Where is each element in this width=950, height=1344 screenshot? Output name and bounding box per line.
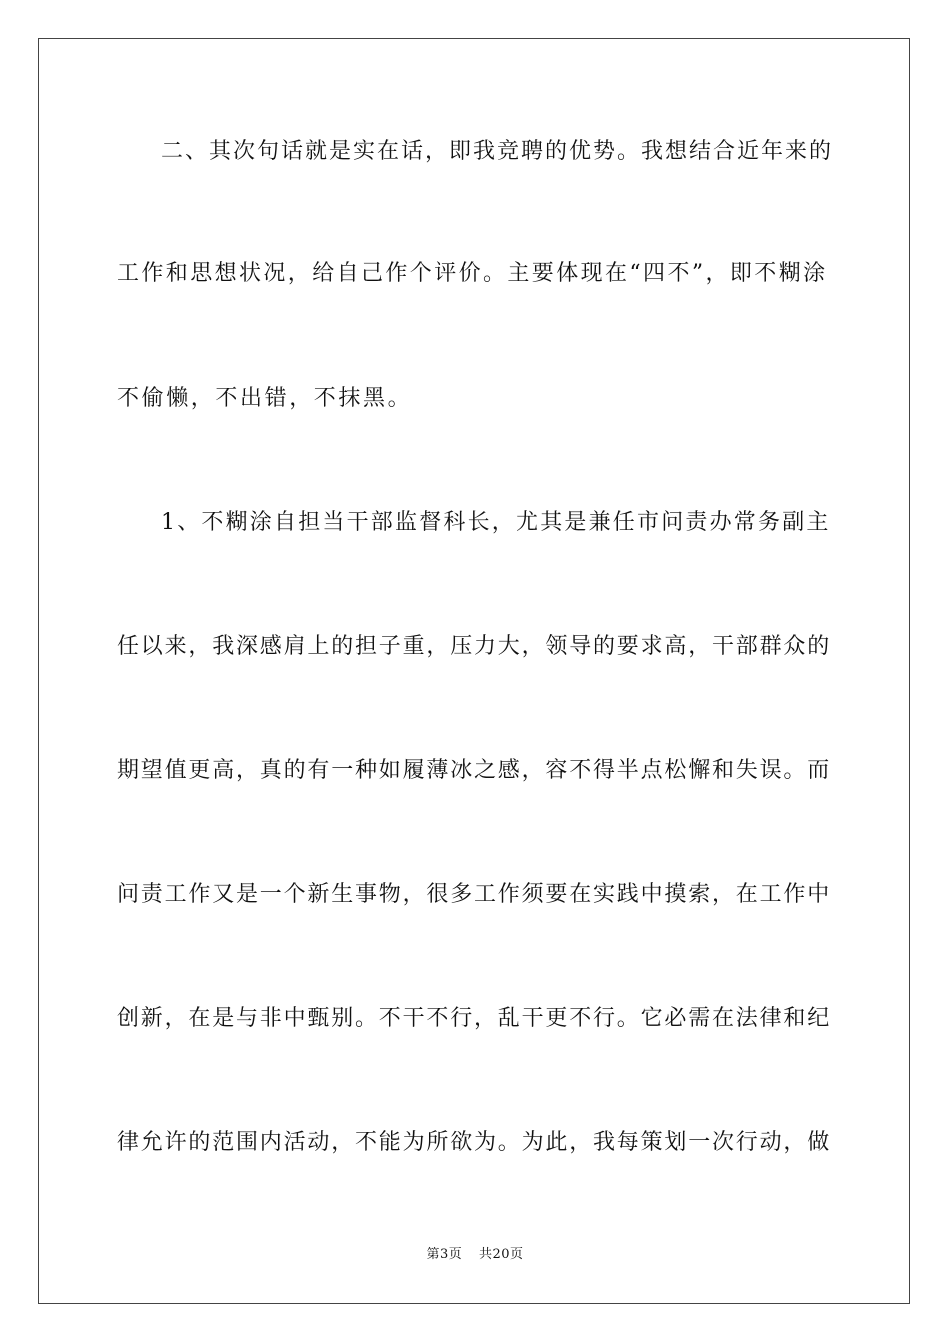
paragraph-line-7: 问责工作又是一个新生事物，很多工作须要在实践中摸索，在工作中 — [117, 882, 832, 907]
paragraph-line-2: 工作和思想状况，给自己作个评价。主要体现在“四不”，即不糊涂 — [117, 261, 828, 286]
paragraph-line-9: 律允许的范围内活动，不能为所欲为。为此，我每策划一次行动，做 — [117, 1130, 832, 1155]
paragraph-line-4: 1、不糊涂自担当干部监督科长，尤其是兼任市问责办常务副主 — [161, 510, 831, 535]
page-number: 第3页 — [426, 1247, 463, 1262]
paragraph-line-5: 任以来，我深感肩上的担子重，压力大，领导的要求高，干部群众的 — [117, 634, 832, 659]
paragraph-line-1: 二、其次句话就是实在话，即我竞聘的优势。我想结合近年来的 — [161, 139, 834, 164]
page-border — [38, 38, 910, 1304]
paragraph-line-3: 不偷懒，不出错，不抹黑。 — [117, 386, 413, 411]
total-pages: 共20页 — [478, 1247, 524, 1262]
page-footer — [0, 1246, 950, 1264]
paragraph-line-6: 期望值更高，真的有一种如履薄冰之感，容不得半点松懈和失误。而 — [117, 758, 832, 783]
paragraph-line-8: 创新，在是与非中甄别。不干不行，乱干更不行。它必需在法律和纪 — [117, 1006, 832, 1031]
